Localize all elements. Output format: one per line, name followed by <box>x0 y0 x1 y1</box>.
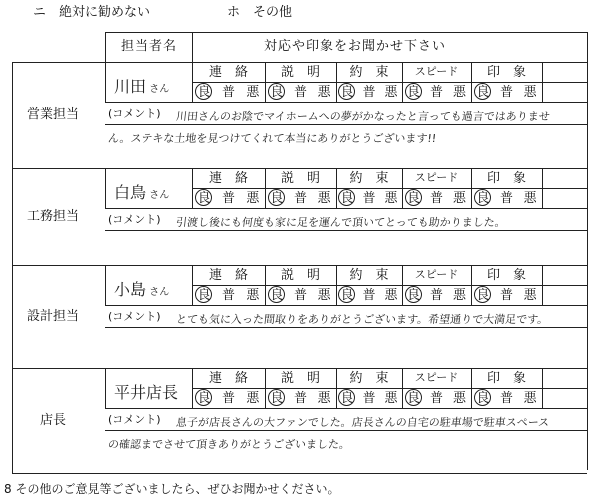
comment-text-1: 引渡し後にも何度も家に足を運んで頂いてとっても助かりました。 <box>175 216 507 229</box>
table-rule <box>542 368 543 408</box>
table-rule <box>542 168 543 208</box>
staff-name-0: 川田 さん <box>114 77 170 96</box>
header-staff-name: 担当者名 <box>121 39 178 54</box>
criterion-label-2: 約 束 <box>349 268 389 283</box>
selected-circle <box>405 189 422 206</box>
rating-普-4[interactable]: 普 <box>499 288 513 303</box>
comment-label-3: (コメント) <box>108 413 161 426</box>
rating-悪-0[interactable]: 悪 <box>246 191 260 206</box>
rating-悪-3[interactable]: 悪 <box>452 85 466 100</box>
table-rule <box>105 208 587 209</box>
criterion-label-4: 印 象 <box>486 171 526 186</box>
rating-普-2[interactable]: 普 <box>362 85 376 100</box>
rating-普-1[interactable]: 普 <box>293 288 307 303</box>
criterion-label-0: 連 絡 <box>208 268 248 283</box>
staff-suffix-0: さん <box>146 84 170 95</box>
selected-circle <box>405 389 422 406</box>
rating-良-2[interactable]: 良 <box>340 85 354 100</box>
rating-悪-2[interactable]: 悪 <box>384 191 398 206</box>
criterion-label-4: 印 象 <box>486 268 526 283</box>
criterion-label-1: 説 明 <box>280 171 320 186</box>
rating-良-2[interactable]: 良 <box>340 191 354 206</box>
table-rule <box>105 265 106 305</box>
rating-悪-4[interactable]: 悪 <box>523 85 537 100</box>
header-response: 対応や印象をお聞かせ下さい <box>264 39 447 54</box>
table-rule <box>105 408 587 409</box>
rating-普-0[interactable]: 普 <box>221 191 235 206</box>
table-rule <box>192 188 587 189</box>
table-rule <box>192 32 193 62</box>
rating-悪-1[interactable]: 悪 <box>317 288 331 303</box>
rating-普-4[interactable]: 普 <box>499 191 513 206</box>
rating-良-3[interactable]: 良 <box>406 85 420 100</box>
option-ni: ニ 絶対に勧めない <box>33 5 151 20</box>
criterion-label-0: 連 絡 <box>208 371 248 386</box>
rating-良-0[interactable]: 良 <box>197 288 211 303</box>
comment-text-cont-3: の確認までさせて頂きありがとうございました。 <box>107 438 351 451</box>
rating-普-3[interactable]: 普 <box>429 85 443 100</box>
rating-良-2[interactable]: 良 <box>340 391 354 406</box>
staff-suffix-2: さん <box>146 287 170 298</box>
criterion-label-1: 説 明 <box>280 65 320 80</box>
rating-悪-4[interactable]: 悪 <box>523 288 537 303</box>
criterion-label-2: 約 束 <box>349 171 389 186</box>
staff-suffix-1: さん <box>146 190 170 201</box>
selected-circle <box>338 286 355 303</box>
row-category-1: 工務担当 <box>27 208 80 224</box>
rating-普-1[interactable]: 普 <box>293 391 307 406</box>
table-rule <box>105 102 587 103</box>
rating-悪-3[interactable]: 悪 <box>452 391 466 406</box>
staff-name-2: 小島 さん <box>114 280 170 299</box>
table-rule <box>105 32 587 33</box>
table-rule <box>12 473 587 474</box>
footer-question: 8 その他のご意見等ございましたら、ぜひお聞かせください。 <box>4 482 340 496</box>
criterion-label-3: スピード <box>414 268 459 281</box>
rating-良-0[interactable]: 良 <box>197 85 211 100</box>
rating-良-1[interactable]: 良 <box>270 191 284 206</box>
rating-普-2[interactable]: 普 <box>362 391 376 406</box>
rating-悪-0[interactable]: 悪 <box>246 391 260 406</box>
selected-circle <box>405 83 422 100</box>
rating-良-4[interactable]: 良 <box>476 391 490 406</box>
comment-text-0: 川田さんのお陰でマイホームへの夢がかなったと言っても過言ではありませ <box>175 110 551 123</box>
rating-普-4[interactable]: 普 <box>499 391 513 406</box>
table-rule <box>105 430 587 431</box>
table-rule <box>587 32 588 470</box>
criterion-label-4: 印 象 <box>486 371 526 386</box>
selected-circle <box>268 389 285 406</box>
criterion-label-2: 約 束 <box>349 371 389 386</box>
table-rule <box>12 62 13 168</box>
table-rule <box>542 62 543 102</box>
rating-良-3[interactable]: 良 <box>406 288 420 303</box>
selected-circle <box>268 83 285 100</box>
selected-circle <box>268 189 285 206</box>
criterion-label-1: 説 明 <box>280 371 320 386</box>
rating-悪-2[interactable]: 悪 <box>384 85 398 100</box>
table-rule <box>105 168 106 208</box>
table-rule <box>105 327 587 328</box>
rating-良-0[interactable]: 良 <box>197 391 211 406</box>
rating-普-2[interactable]: 普 <box>362 191 376 206</box>
rating-良-4[interactable]: 良 <box>476 85 490 100</box>
selected-circle <box>338 189 355 206</box>
row-category-2: 設計担当 <box>27 308 80 324</box>
rating-悪-1[interactable]: 悪 <box>317 391 331 406</box>
table-rule <box>192 82 587 83</box>
rating-悪-3[interactable]: 悪 <box>452 288 466 303</box>
staff-name-3: 平井店長 <box>114 383 179 402</box>
selected-circle <box>474 83 491 100</box>
rating-良-1[interactable]: 良 <box>270 288 284 303</box>
criterion-label-3: スピード <box>414 65 459 78</box>
comment-text-2: とても気に入った間取りをありがとうございます。希望通りで大満足です。 <box>175 313 549 326</box>
rating-普-1[interactable]: 普 <box>293 191 307 206</box>
rating-普-3[interactable]: 普 <box>429 391 443 406</box>
comment-label-2: (コメント) <box>108 310 161 323</box>
rating-普-1[interactable]: 普 <box>293 85 307 100</box>
rating-悪-0[interactable]: 悪 <box>246 85 260 100</box>
rating-悪-1[interactable]: 悪 <box>317 85 331 100</box>
selected-circle <box>474 389 491 406</box>
criterion-label-3: スピード <box>414 371 459 384</box>
table-rule <box>542 265 543 305</box>
selected-circle <box>474 189 491 206</box>
table-rule <box>105 32 106 62</box>
rating-悪-4[interactable]: 悪 <box>523 391 537 406</box>
table-rule <box>12 168 587 169</box>
table-rule <box>12 168 13 265</box>
table-rule <box>105 62 106 102</box>
rating-悪-2[interactable]: 悪 <box>384 288 398 303</box>
table-rule <box>105 124 587 125</box>
table-rule <box>192 285 587 286</box>
selected-circle <box>338 389 355 406</box>
row-category-0: 営業担当 <box>27 107 80 122</box>
rating-普-0[interactable]: 普 <box>221 85 235 100</box>
rating-普-3[interactable]: 普 <box>429 288 443 303</box>
criterion-label-4: 印 象 <box>486 65 526 80</box>
rating-普-0[interactable]: 普 <box>221 288 235 303</box>
criterion-label-2: 約 束 <box>349 65 389 80</box>
staff-name-1: 白鳥 さん <box>114 183 170 202</box>
table-rule <box>105 230 587 231</box>
rating-悪-4[interactable]: 悪 <box>523 191 537 206</box>
table-rule <box>12 265 587 266</box>
criterion-label-0: 連 絡 <box>208 171 248 186</box>
criterion-label-3: スピード <box>414 171 459 184</box>
rating-良-1[interactable]: 良 <box>270 85 284 100</box>
selected-circle <box>338 83 355 100</box>
comment-label-1: (コメント) <box>108 213 161 226</box>
comment-text-3: 息子が店長さんの大ファンでした。店長さんの自宅の駐車場で駐車スペース <box>175 416 550 429</box>
table-rule <box>105 368 106 408</box>
rating-良-3[interactable]: 良 <box>406 191 420 206</box>
option-ho: ホ その他 <box>227 5 293 20</box>
table-rule <box>12 265 13 368</box>
rating-普-0[interactable]: 普 <box>221 391 235 406</box>
rating-悪-3[interactable]: 悪 <box>452 191 466 206</box>
table-rule <box>105 305 587 306</box>
row-category-3: 店長 <box>40 412 67 428</box>
criterion-label-1: 説 明 <box>280 268 320 283</box>
rating-悪-0[interactable]: 悪 <box>246 288 260 303</box>
comment-label-0: (コメント) <box>108 107 161 120</box>
rating-良-4[interactable]: 良 <box>476 191 490 206</box>
rating-悪-1[interactable]: 悪 <box>317 191 331 206</box>
rating-良-2[interactable]: 良 <box>340 288 354 303</box>
rating-良-4[interactable]: 良 <box>476 288 490 303</box>
table-rule <box>12 368 13 473</box>
rating-悪-2[interactable]: 悪 <box>384 391 398 406</box>
table-rule <box>192 388 587 389</box>
table-rule <box>12 368 587 369</box>
table-rule <box>12 62 587 63</box>
rating-良-0[interactable]: 良 <box>197 191 211 206</box>
selected-circle <box>268 286 285 303</box>
rating-普-2[interactable]: 普 <box>362 288 376 303</box>
rating-良-1[interactable]: 良 <box>270 391 284 406</box>
criterion-label-0: 連 絡 <box>208 65 248 80</box>
rating-普-3[interactable]: 普 <box>429 191 443 206</box>
rating-普-4[interactable]: 普 <box>499 85 513 100</box>
selected-circle <box>474 286 491 303</box>
selected-circle <box>405 286 422 303</box>
rating-良-3[interactable]: 良 <box>406 391 420 406</box>
comment-text-cont-0: ん。ステキな土地を見つけてくれて本当にありがとうございます!! <box>107 132 437 145</box>
